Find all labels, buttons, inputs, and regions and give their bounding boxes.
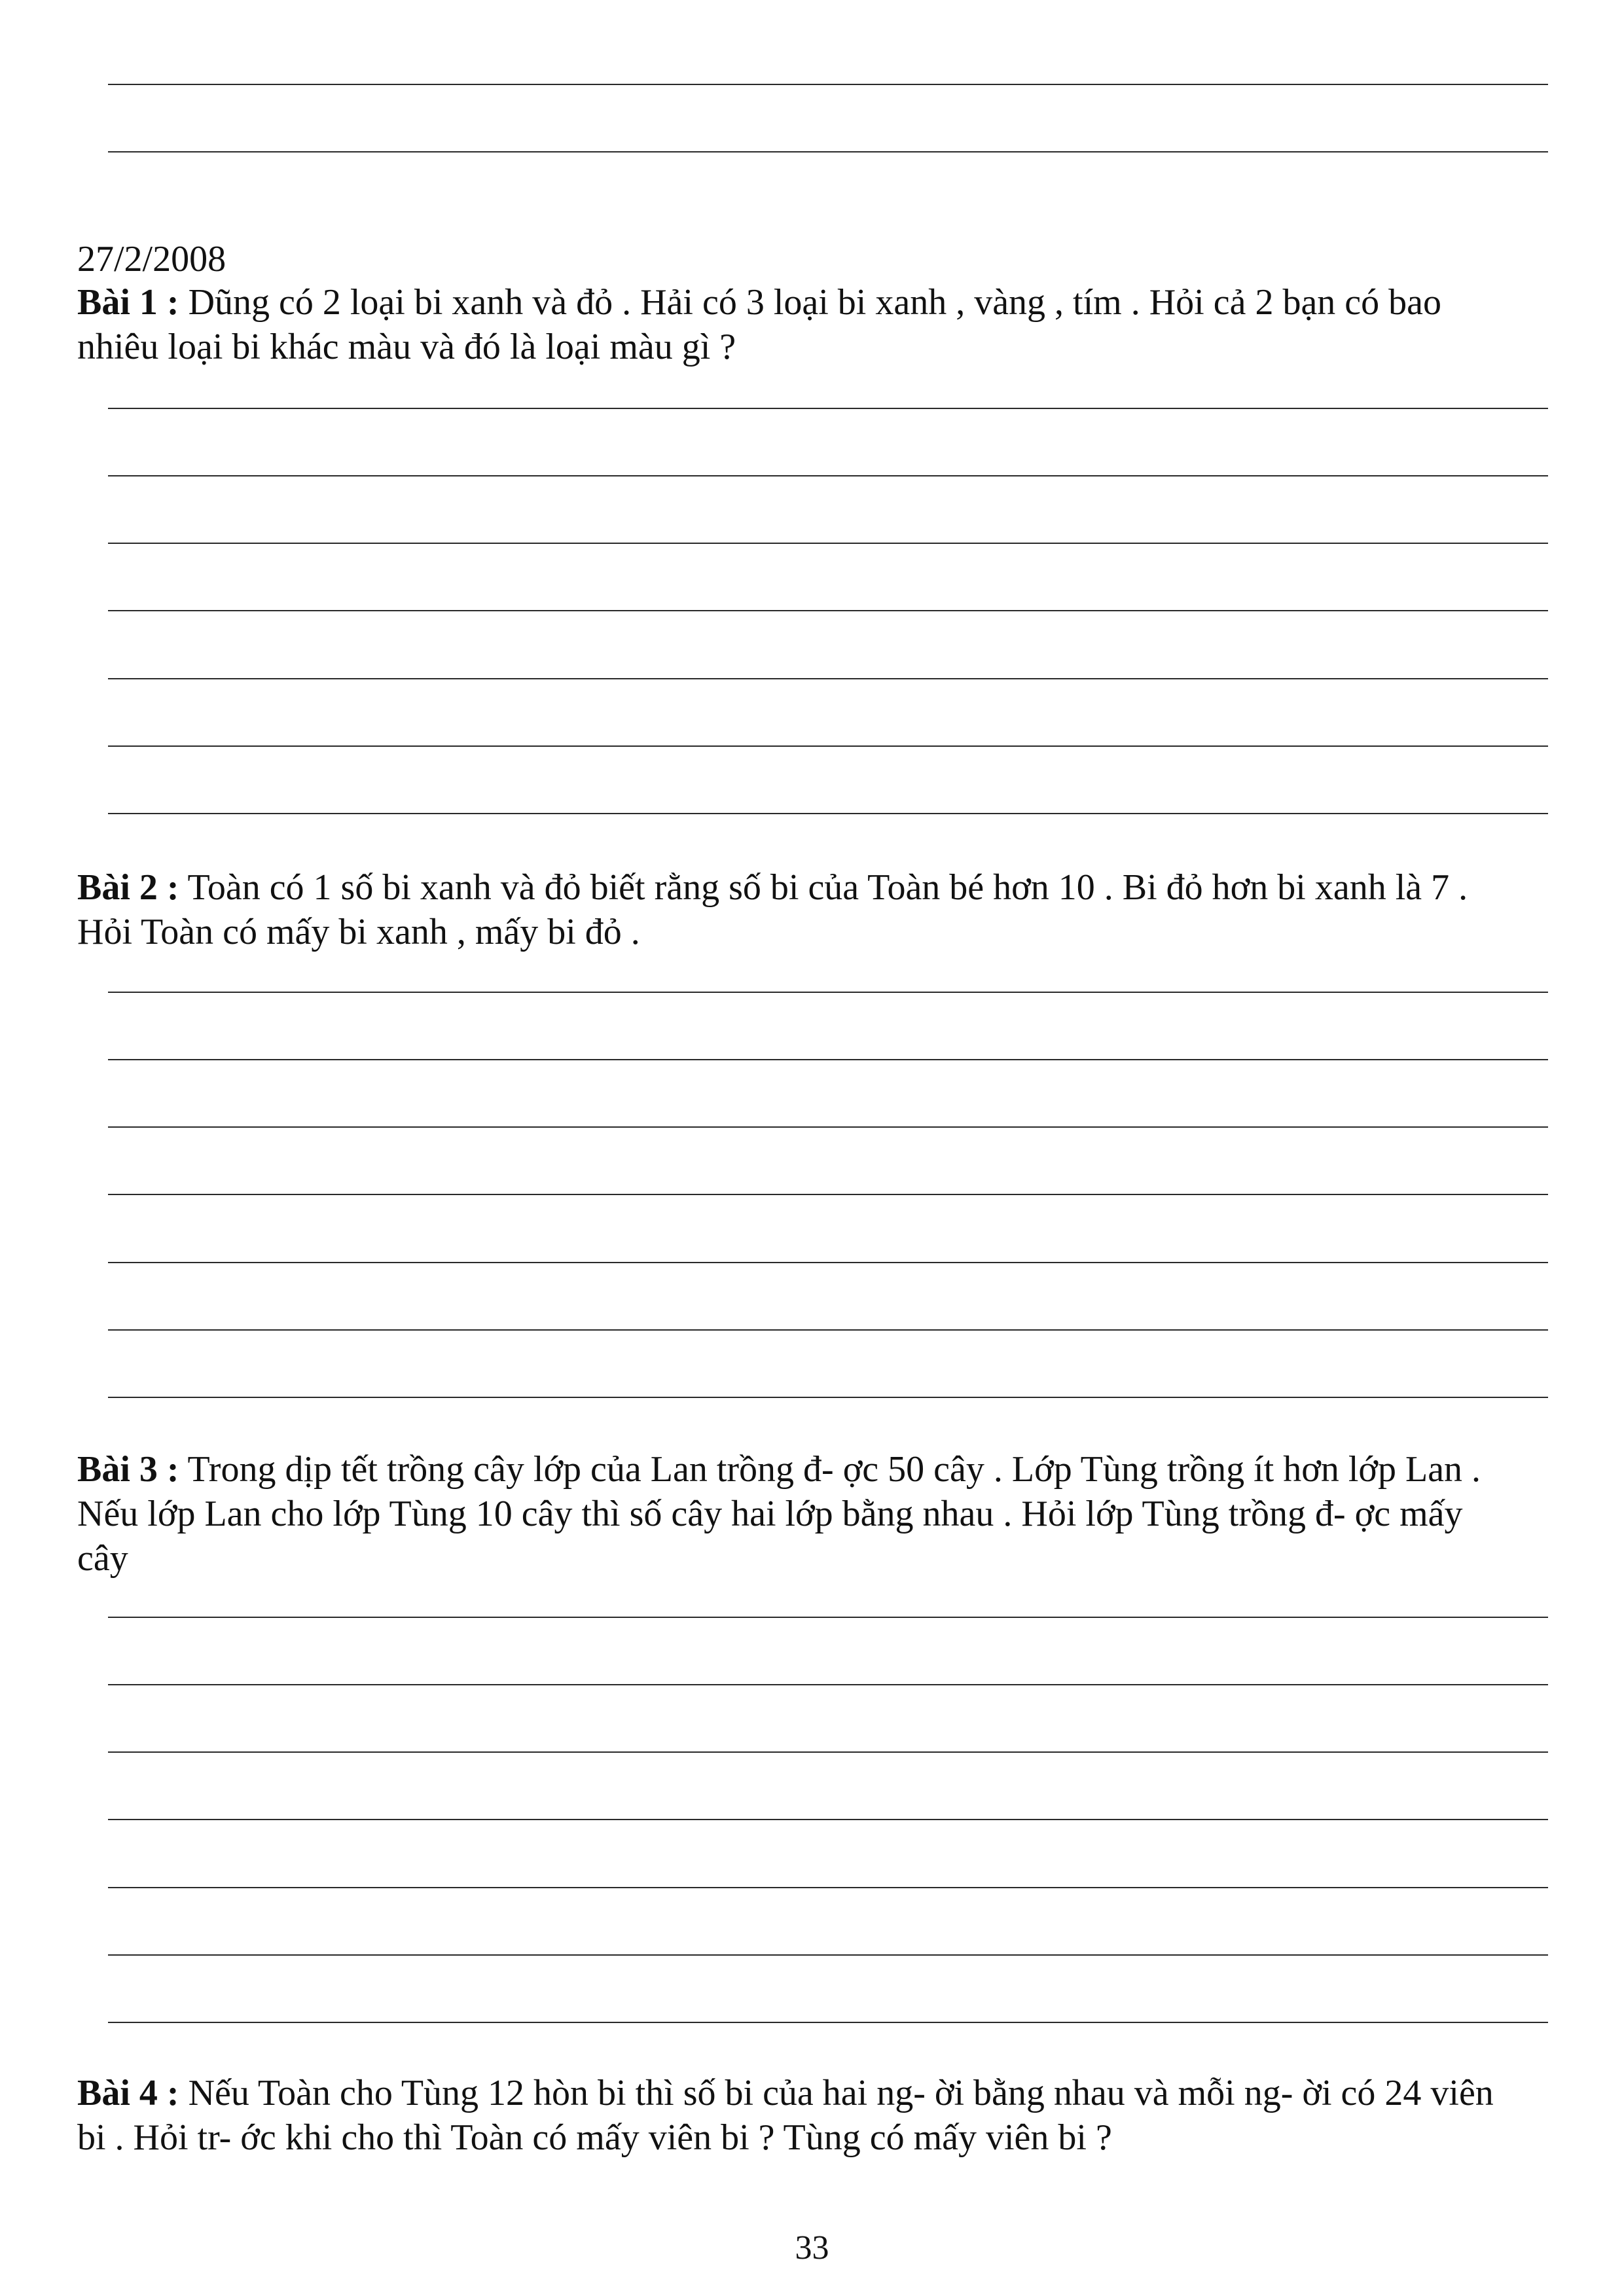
answer-line bbox=[108, 1751, 1548, 1753]
answer-line bbox=[108, 1059, 1548, 1060]
answer-line bbox=[108, 408, 1548, 409]
answer-line bbox=[108, 1329, 1548, 1331]
exercise-1 bbox=[77, 280, 1557, 369]
answer-line bbox=[108, 1397, 1548, 1398]
date: 27/2/2008 bbox=[77, 239, 226, 279]
answer-line bbox=[108, 543, 1548, 544]
answer-line bbox=[108, 475, 1548, 476]
exercise-3-line-2: Nếu lớp Lan cho lớp Tùng 10 cây thì số cây hai lớp bằng nhau . Hỏi lớp Tùng trồng đ- ợc mấy bbox=[77, 1494, 1463, 1534]
exercise-3-line-1 bbox=[77, 1447, 1557, 1492]
exercise-2 bbox=[77, 865, 1557, 954]
answer-line bbox=[108, 1819, 1548, 1820]
exercise-4-label: Bài 4 : bbox=[77, 2073, 179, 2113]
exercise-3 bbox=[77, 1447, 1557, 1581]
answer-line bbox=[108, 992, 1548, 993]
answer-line bbox=[108, 745, 1548, 747]
answer-line bbox=[108, 1194, 1548, 1195]
exercise-2-line-2: Hỏi Toàn có mấy bi xanh , mấy bi đỏ . bbox=[77, 912, 640, 952]
answer-line bbox=[108, 1262, 1548, 1263]
exercise-2-text: Toàn có 1 số bi xanh và đỏ biết rằng số bi của Toàn bé hơn 10 . Bi đỏ hơn bi xanh là 7 . bbox=[179, 867, 1468, 908]
answer-line bbox=[108, 1126, 1548, 1128]
answer-line bbox=[108, 84, 1548, 85]
exercise-4-text: Nếu Toàn cho Tùng 12 hòn bi thì số bi của hai ng- ời bằng nhau và mỗi ng- ời có 24 viên bbox=[179, 2073, 1494, 2113]
exercise-2-label: Bài 2 : bbox=[77, 867, 179, 908]
answer-line bbox=[108, 151, 1548, 152]
exercise-3-line-3: cây bbox=[77, 1538, 128, 1579]
answer-line bbox=[108, 1684, 1548, 1685]
exercise-1-line-2: nhiêu loại bi khác màu và đó là loại màu gì ? bbox=[77, 327, 736, 367]
answer-line bbox=[108, 813, 1548, 814]
exercise-1-text: Dũng có 2 loại bi xanh và đỏ . Hải có 3 loại bi xanh , vàng , tím . Hỏi cả 2 bạn có bao bbox=[179, 282, 1442, 323]
exercise-3-text: Trong dịp tết trồng cây lớp của Lan trồng đ- ợc 50 cây . Lớp Tùng trồng ít hơn lớp Lan . bbox=[179, 1449, 1481, 1490]
exercise-2-line-1 bbox=[77, 865, 1557, 910]
exercise-3-label: Bài 3 : bbox=[77, 1449, 179, 1490]
answer-line bbox=[108, 1617, 1548, 1618]
exercise-4-line-1 bbox=[77, 2071, 1557, 2115]
answer-line bbox=[108, 1887, 1548, 1888]
answer-line bbox=[108, 678, 1548, 679]
answer-line bbox=[108, 610, 1548, 611]
exercise-1-label: Bài 1 : bbox=[77, 282, 179, 323]
page-number: 33 bbox=[795, 2229, 829, 2267]
exercise-1-line-1 bbox=[77, 280, 1557, 325]
answer-line bbox=[108, 1954, 1548, 1956]
exercise-4 bbox=[77, 2071, 1557, 2160]
answer-line bbox=[108, 2022, 1548, 2023]
exercise-4-line-2: bi . Hỏi tr- ớc khi cho thì Toàn có mấy viên bi ? Tùng có mấy viên bi ? bbox=[77, 2117, 1112, 2158]
